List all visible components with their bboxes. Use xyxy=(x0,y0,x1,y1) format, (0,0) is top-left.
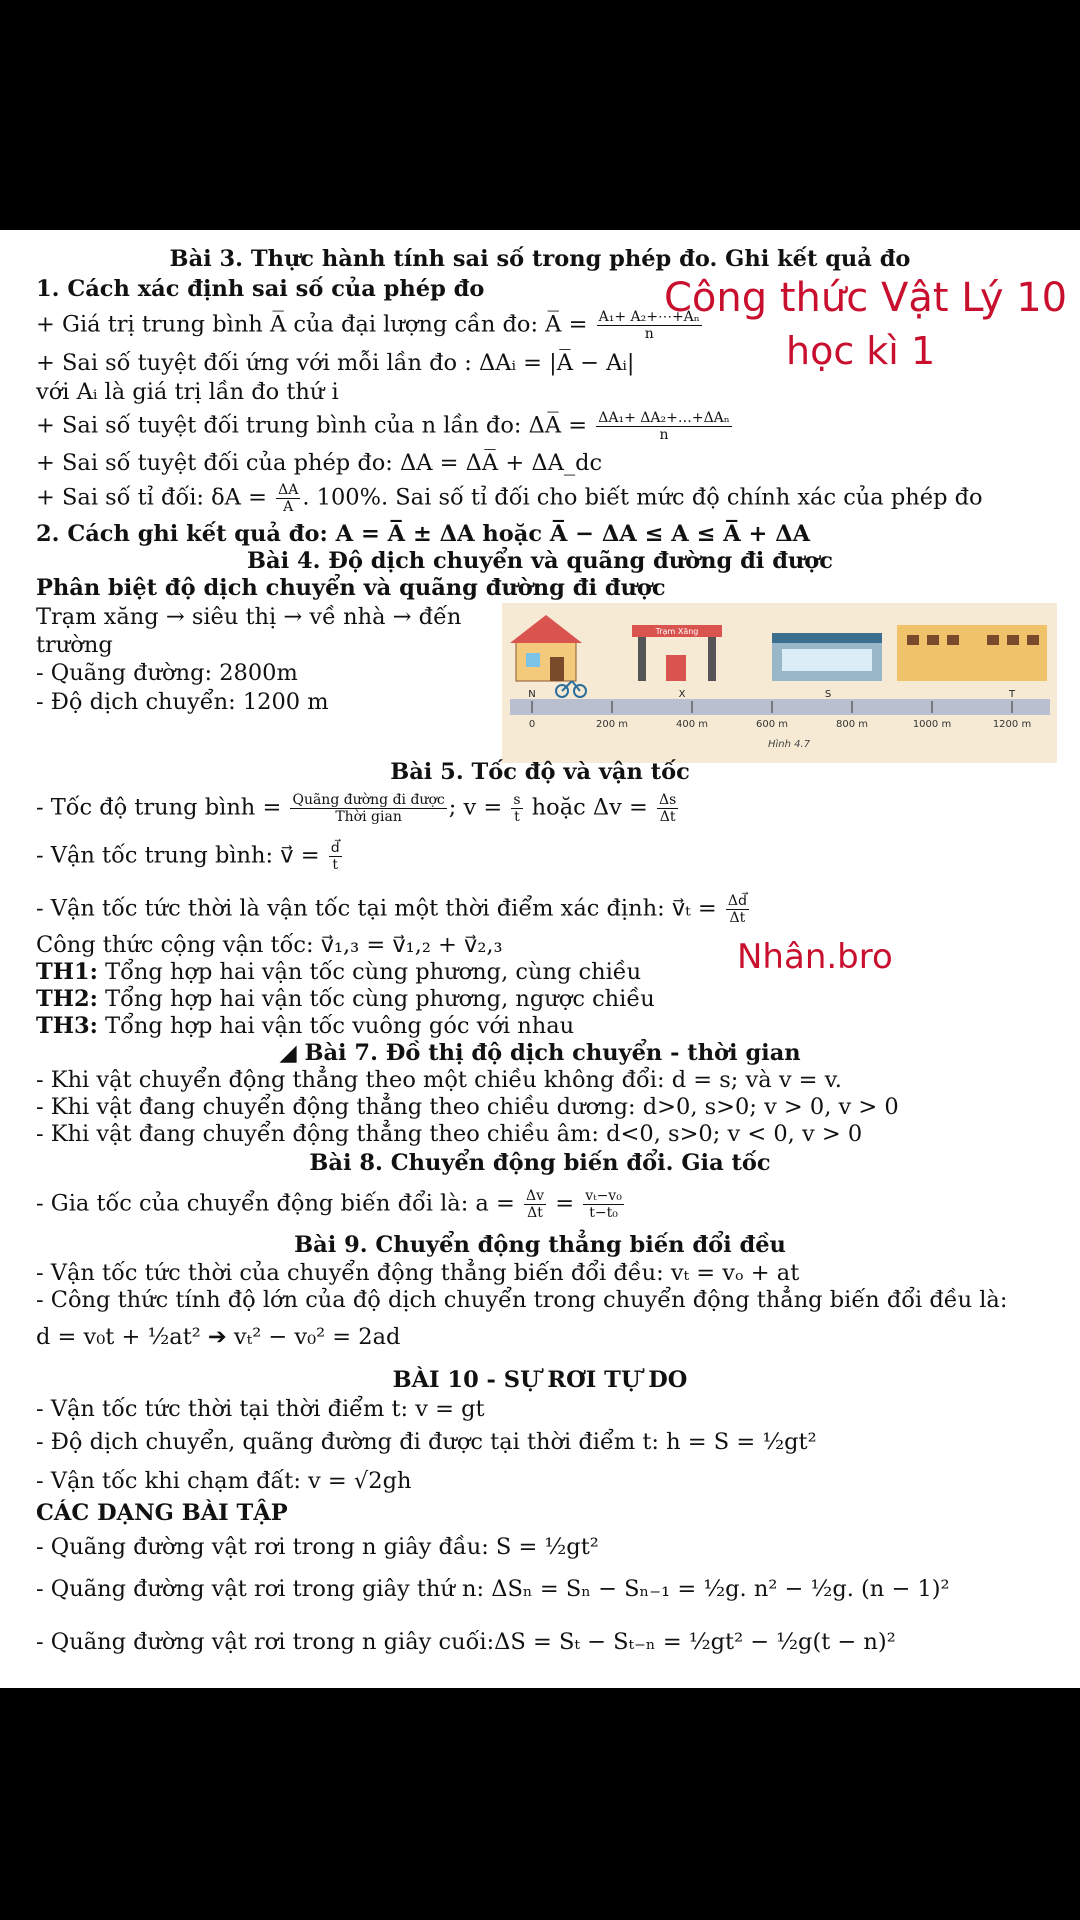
overlay-title-line-1: Công thức Vật Lý 10 xyxy=(664,275,1068,321)
dv-over-dt: $\frac{\Delta v}{\Delta t}$ xyxy=(526,1188,545,1221)
station-sign: Trạm Xăng xyxy=(655,627,699,636)
bai9-line-2: - Công thức tính độ lớn của độ dịch chuyển trong chuyển động thẳng biến đổi đều là: xyxy=(36,1287,1008,1313)
exercise-3: - Quãng đường vật rơi trong n giây cuối:ΔS = Sₜ − Sₜ₋ₙ = ½gt² − ½g(t − n)² xyxy=(36,1629,896,1655)
displacement-line: - Độ dịch chuyển: 1200 m xyxy=(36,689,329,715)
axis-tick-label: 200 m xyxy=(595,719,629,730)
exercises-title: CÁC DẠNG BÀI TẬP xyxy=(36,1500,288,1526)
exercise-1: - Quãng đường vật rơi trong n giây đầu: S = ½gt² xyxy=(36,1534,599,1560)
bai8-title: Bài 8. Chuyển động biến đổi. Gia tốc xyxy=(309,1150,771,1176)
figure-caption: Hình 4.7 xyxy=(768,739,811,750)
abs-error-formula: + Sai số tuyệt đối ứng với mỗi lần đo : ΔAᵢ = |A̅ − Aᵢ| xyxy=(36,350,635,376)
avg-velocity-formula: - Vận tốc trung bình: v⃗ = $\frac{d⃗}{t}$ xyxy=(36,840,340,873)
bai3-title: Bài 3. Thực hành tính sai số trong phép đo. Ghi kết quả đo xyxy=(169,246,911,272)
axis-point-label: X xyxy=(678,689,686,700)
supermarket-icon xyxy=(772,633,882,681)
ds-over-dt: $\frac{\Delta s}{\Delta t}$ xyxy=(659,792,677,825)
axis-tick-label: 800 m xyxy=(835,719,869,730)
route-illustration xyxy=(502,603,1057,763)
d-over-t: $\frac{d⃗}{t}$ xyxy=(330,840,340,873)
bai5-title: Bài 5. Tốc độ và vận tốc xyxy=(390,759,690,785)
axis-tick-label: 400 m xyxy=(675,719,709,730)
bai9-line-1: - Vận tốc tức thời của chuyển động thẳng biến đổi đều: vₜ = vₒ + at xyxy=(36,1260,800,1286)
overlay-title-line-2: học kì 1 xyxy=(786,329,936,373)
bai4-title: Bài 4. Độ dịch chuyển và quãng đường đi được xyxy=(247,548,833,574)
mean-formula: + Giá trị trung bình A̅ của đại lượng cần đo: A̅ = $\frac{\text{A₁+ A₂+⋯+Aₙ}}{n}$ xyxy=(36,309,700,342)
axis-tick-label: 600 m xyxy=(755,719,789,730)
house-icon xyxy=(510,615,582,681)
dd-over-dt: $\frac{\Delta d⃗}{\Delta t}$ xyxy=(727,893,747,926)
bai9-title: Bài 9. Chuyển động thẳng biến đổi đều xyxy=(294,1232,786,1258)
relative-fraction: $\frac{\Delta A}{A̅}$ xyxy=(278,482,299,515)
axis-tick-label: 0 xyxy=(528,719,536,730)
route-illustration-svg xyxy=(502,603,1057,763)
bai7-title: ◢ Bài 7. Đồ thị độ dịch chuyển - thời gian xyxy=(279,1040,801,1066)
abs-meas-formula: + Sai số tuyệt đối của phép đo: ΔA = ΔA̅ + ΔA_dc xyxy=(36,450,603,476)
route-line-2: trường xyxy=(36,632,113,658)
school-icon xyxy=(897,625,1047,681)
watermark: Nhân.bro xyxy=(737,937,893,977)
result-formula: 2. Cách ghi kết quả đo: A = A̅ ± ΔA hoặc A̅ − ΔA ≤ A ≤ A̅ + ΔA xyxy=(36,521,811,547)
bai9-line-3: d = v₀t + ½at² ➔ vₜ² − v₀² = 2ad xyxy=(36,1324,401,1350)
bai10-line-1: - Vận tốc tức thời tại thời điểm t: v = gt xyxy=(36,1396,485,1422)
mean-fraction: $\frac{\text{A₁+ A₂+⋯+Aₙ}}{n}$ xyxy=(598,309,700,342)
axis-point-label: N xyxy=(528,689,536,700)
th1-line: TH1: Tổng hợp hai vận tốc cùng phương, cùng chiều xyxy=(36,959,642,985)
bai7-line-1: - Khi vật chuyển động thẳng theo một chiều không đổi: d = s; và v = v. xyxy=(36,1067,842,1093)
axis-ticks xyxy=(528,689,1031,750)
mean-abs-error-formula: + Sai số tuyệt đối trung bình của n lần đo: ΔA̅ = $\frac{\text{ΔA₁+ ΔA₂+…+ΔAₙ}}{n}$ xyxy=(36,410,730,443)
avg-speed-formula: - Tốc độ trung bình = $\frac{\text{Quãng đường đi được}}{\text{Thời gian}}$ ; v = $\frac{s}{t}$ hoặc Δv = $\frac{\Delta s}{\Delta t}$ xyxy=(36,792,677,825)
distance-line: - Quãng đường: 2800m xyxy=(36,660,298,686)
document-page xyxy=(0,230,1080,1688)
bai10-title: BÀI 10 - SỰ RƠI TỰ DO xyxy=(392,1367,688,1393)
road-axis xyxy=(510,699,1050,715)
exercise-2: - Quãng đường vật rơi trong giây thứ n: ΔSₙ = Sₙ − Sₙ₋₁ = ½g. n² − ½g. (n − 1)² xyxy=(36,1576,950,1602)
section-1-title: 1. Cách xác định sai số của phép đo xyxy=(36,276,485,302)
axis-tick-label: 1200 m xyxy=(992,719,1032,730)
vt-v0-over-t-t0: $\frac{\text{vₜ−v₀}}{\text{t−t₀}}$ xyxy=(585,1188,622,1221)
bai4-subtitle: Phân biệt độ dịch chuyển và quãng đường đi được xyxy=(36,575,666,601)
avg-speed-fraction: $\frac{\text{Quãng đường đi được}}{\text{Thời gian}}$ xyxy=(292,792,445,825)
axis-point-label: S xyxy=(824,689,832,700)
bai7-line-3: - Khi vật đang chuyển động thẳng theo chiều âm: d<0, s>0; v < 0, v > 0 xyxy=(36,1121,863,1147)
acceleration-formula: - Gia tốc của chuyển động biến đổi là: a = $\frac{\Delta v}{\Delta t}$ = $\frac{\text{vₜ−v₀}}{\text{t−t₀}}$ xyxy=(36,1188,622,1221)
bicycle-icon xyxy=(556,681,586,697)
axis-point-label: T xyxy=(1008,689,1016,700)
ai-note: với Aᵢ là giá trị lần đo thứ i xyxy=(36,379,339,405)
s-over-t: $\frac{s}{t}$ xyxy=(513,792,521,825)
route-line-1: Trạm xăng → siêu thị → về nhà → đến xyxy=(36,604,462,630)
velocity-addition: Công thức cộng vận tốc: v⃗₁,₃ = v⃗₁,₂ + v⃗₂,₃ xyxy=(36,932,503,958)
bai10-line-3: - Vận tốc khi chạm đất: v = √2gh xyxy=(36,1468,412,1494)
bai10-line-2: - Độ dịch chuyển, quãng đường đi được tại thời điểm t: h = S = ½gt² xyxy=(36,1429,817,1455)
th2-line: TH2: Tổng hợp hai vận tốc cùng phương, ngược chiều xyxy=(36,986,655,1012)
axis-tick-label: 1000 m xyxy=(912,719,952,730)
th3-line: TH3: Tổng hợp hai vận tốc vuông góc với nhau xyxy=(36,1013,575,1039)
mean-abs-fraction: $\frac{\text{ΔA₁+ ΔA₂+…+ΔAₙ}}{n}$ xyxy=(598,410,730,443)
bai7-line-2: - Khi vật đang chuyển động thẳng theo chiều dương: d>0, s>0; v > 0, v > 0 xyxy=(36,1094,899,1120)
inst-velocity-formula: - Vận tốc tức thời là vận tốc tại một thời điểm xác định: v⃗ₜ = $\frac{\Delta d⃗}{\Delta t}$ xyxy=(36,893,747,926)
relative-error-formula: + Sai số tỉ đối: δA = $\frac{\Delta A}{A̅}$ . 100%. Sai số tỉ đối cho biết mức độ chính xác của phép đo xyxy=(36,482,983,515)
